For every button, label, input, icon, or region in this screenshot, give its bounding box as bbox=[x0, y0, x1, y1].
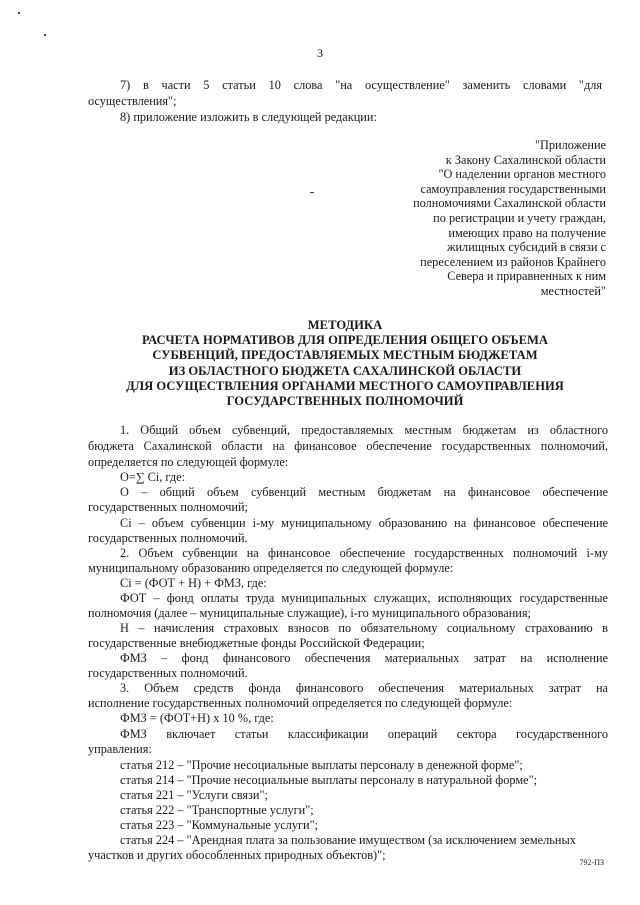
p1-line2: бюджета Сахалинской области на финансовое обеспечение государственных полномочий, bbox=[88, 439, 608, 453]
article-224-line2: участков и других обособленных природных объектов)"; bbox=[88, 848, 386, 862]
fmz-line2: государственных полномочий. bbox=[88, 666, 248, 680]
ci-line2: государственных полномочий. bbox=[88, 531, 248, 545]
scan-speck bbox=[44, 34, 46, 36]
annex-line: "О наделении органов местного bbox=[438, 167, 606, 182]
annex-line: полномочиями Сахалинской области bbox=[413, 196, 606, 211]
formula-2: Ci = (ФОТ + Н) + ФМЗ, где: bbox=[120, 576, 267, 590]
scan-speck bbox=[310, 192, 314, 193]
article-212: статья 212 – "Прочие несоциальные выплаты персоналу в денежной форме"; bbox=[120, 758, 523, 772]
title-line: РАСЧЕТА НОРМАТИВОВ ДЛЯ ОПРЕДЕЛЕНИЯ ОБЩЕГО ОБЪЕМА bbox=[142, 333, 548, 348]
annex-line: жилищных субсидий в связи с bbox=[446, 240, 606, 255]
title-line: ГОСУДАРСТВЕННЫХ ПОЛНОМОЧИЙ bbox=[226, 394, 464, 409]
scan-speck bbox=[18, 12, 20, 14]
annex-line: по регистрации и учету граждан, bbox=[433, 210, 606, 225]
fot-line1: ФОТ – фонд оплаты труда муниципальных служащих, исполняющих государственные bbox=[120, 591, 608, 605]
annex-line: переселением из районов Крайнего bbox=[420, 254, 606, 269]
article-223: статья 223 – "Коммунальные услуги"; bbox=[120, 818, 319, 832]
p3-line1: 3. Объем средств фонда финансового обеспечения материальных затрат на bbox=[120, 681, 608, 695]
title-line: ИЗ ОБЛАСТНОГО БЮДЖЕТА САХАЛИНСКОЙ ОБЛАСТИ bbox=[168, 363, 522, 378]
p1-line1: 1. Общий объем субвенций, предоставляемых местным бюджетам из областного bbox=[120, 423, 608, 437]
fmz-line1: ФМЗ – фонд финансового обеспечения материальных затрат на исполнение bbox=[120, 651, 608, 665]
annex-line: к Закону Сахалинской области bbox=[445, 152, 606, 167]
footer-code: 792-ПЗ bbox=[579, 858, 604, 867]
para7-line1: 7) в части 5 статьи 10 слова "на осуществление" заменить словами "для bbox=[120, 78, 602, 92]
p2-line2: муниципальному образованию определяется по следующей формуле: bbox=[88, 561, 454, 575]
formula-1: О=∑ Ci, где: bbox=[120, 470, 185, 484]
article-221: статья 221 – "Услуги связи"; bbox=[120, 788, 268, 802]
annex-line: самоуправления государственными bbox=[420, 181, 606, 196]
fot-line2: полномочия (далее – муниципальные служащие), i-го муниципального образования; bbox=[88, 606, 531, 620]
annex-header bbox=[413, 138, 606, 299]
article-222: статья 222 – "Транспортные услуги"; bbox=[120, 803, 314, 817]
n-line2: государственные внебюджетные фонды Российской Федерации; bbox=[88, 636, 425, 650]
ci-line1: Ci – объем субвенции i-му муниципальному образованию на финансовое обеспечение bbox=[120, 516, 608, 530]
annex-line: "Приложение bbox=[534, 138, 606, 152]
para7-line2: осуществления"; bbox=[88, 94, 177, 108]
o-line2: государственных полномочий; bbox=[88, 500, 248, 514]
annex-line: имеющих право на получение bbox=[448, 225, 606, 240]
annex-line: местностей" bbox=[540, 283, 606, 298]
document-title bbox=[80, 318, 610, 409]
title-line: ДЛЯ ОСУЩЕСТВЛЕНИЯ ОРГАНАМИ МЕСТНОГО САМОУПРАВЛЕНИЯ bbox=[126, 378, 564, 393]
n-line1: Н – начисления страховых взносов по обязательному социальному страхованию в bbox=[120, 621, 608, 635]
p1-line3: определяется по следующей формуле: bbox=[88, 455, 289, 469]
p3-line2: исполнение государственных полномочий определяется по следующей формуле: bbox=[88, 696, 513, 710]
formula-3: ФМЗ = (ФОТ+Н) х 10 %, где: bbox=[120, 711, 274, 725]
para8: 8) приложение изложить в следующей редакции: bbox=[120, 110, 377, 124]
fmz2-line2: управления: bbox=[88, 742, 152, 756]
p2-line1: 2. Объем субвенции на финансовое обеспечение государственных полномочий i-му bbox=[120, 546, 608, 560]
article-224-line1: статья 224 – "Арендная плата за пользование имуществом (за исключением земельных bbox=[120, 833, 576, 847]
title-line: СУБВЕНЦИЙ, ПРЕДОСТАВЛЯЕМЫХ МЕСТНЫМ БЮДЖЕТАМ bbox=[152, 348, 538, 363]
annex-line: Севера и приравненных к ним bbox=[447, 269, 606, 284]
title-line: МЕТОДИКА bbox=[307, 318, 383, 332]
page-number: 3 bbox=[317, 46, 323, 60]
o-line1: О – общий объем субвенций местным бюджетам на финансовое обеспечение bbox=[120, 485, 608, 499]
fmz2-line1: ФМЗ включает статьи классификации операций сектора государственного bbox=[120, 727, 608, 741]
article-214: статья 214 – "Прочие несоциальные выплаты персоналу в натуральной форме"; bbox=[120, 773, 538, 787]
